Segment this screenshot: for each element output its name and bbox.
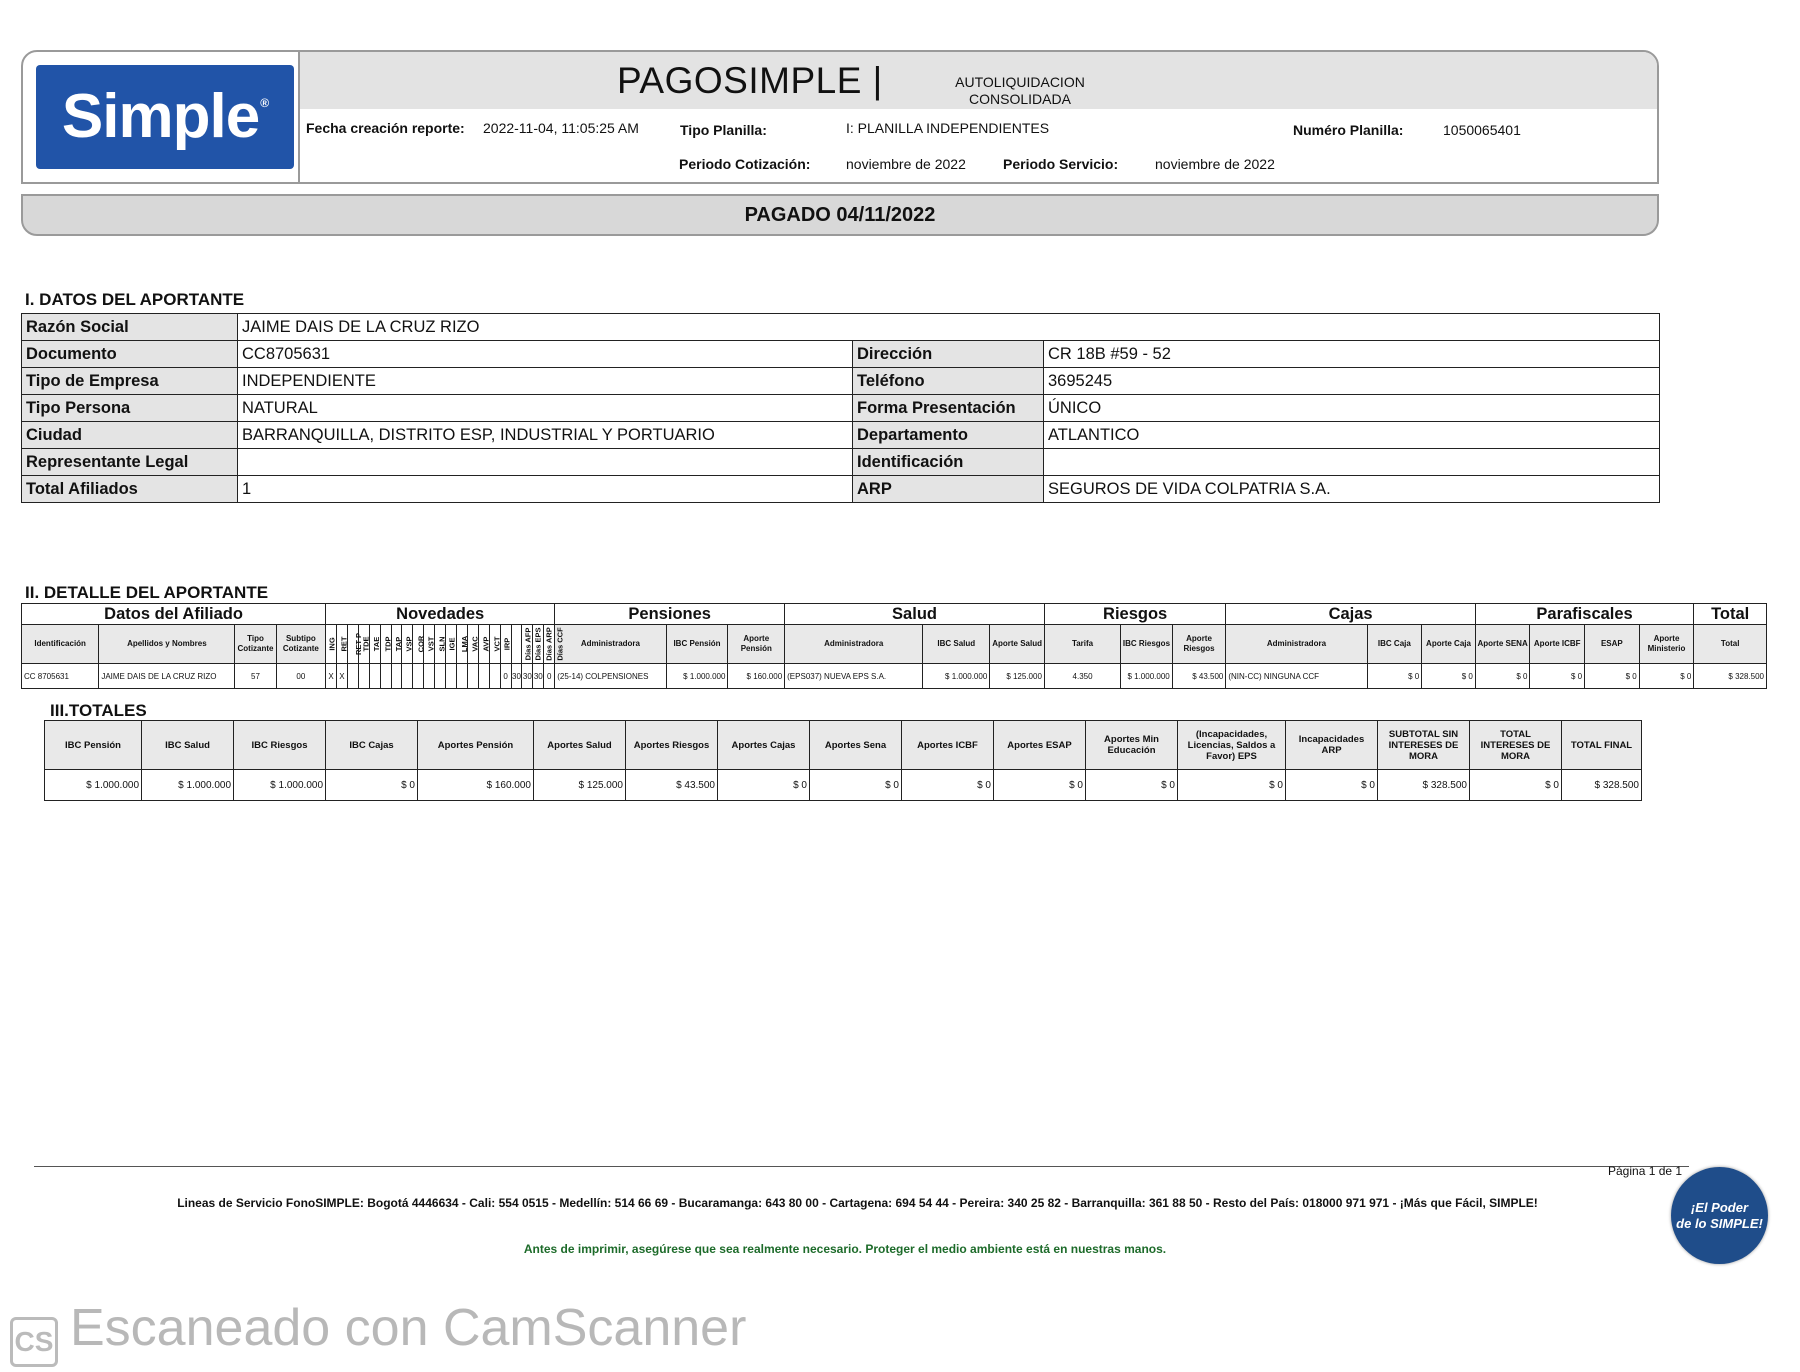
cell-novedad	[456, 664, 467, 689]
header-total: Total	[1694, 625, 1767, 664]
totales-value-cell: $ 0	[326, 770, 418, 801]
novedad-label: VAC	[470, 636, 480, 652]
cell-novedad: 30	[533, 664, 544, 689]
cell-novedad	[380, 664, 391, 689]
poder-simple-badge	[1671, 1167, 1768, 1264]
header-sal-aporte: Aporte Salud	[990, 625, 1045, 664]
totales-header-cell: IBC Salud	[142, 721, 234, 770]
footer-divider	[34, 1166, 1689, 1167]
cell-novedad	[369, 664, 380, 689]
novedad-label: ING	[327, 637, 337, 651]
totales-value-cell: $ 328.500	[1378, 770, 1470, 801]
cell-caj-ibc: $ 0	[1367, 664, 1422, 689]
aportante-row	[22, 368, 1660, 395]
ciudad-label: Ciudad	[22, 422, 238, 449]
totales-header-cell: Aportes ESAP	[994, 721, 1086, 770]
direccion-label: Dirección	[853, 341, 1044, 368]
cell-novedad	[435, 664, 446, 689]
cell-novedad	[424, 664, 435, 689]
totales-header-cell: Aportes Salud	[534, 721, 626, 770]
header-rie-ibc: IBC Riesgos	[1121, 625, 1173, 664]
cell-caj-aporte: $ 0	[1422, 664, 1476, 689]
cell-novedad	[391, 664, 402, 689]
group-cajas: Cajas	[1226, 604, 1475, 625]
header-caj-admin: Administradora	[1226, 625, 1367, 664]
header-novedad	[500, 625, 511, 664]
totales-header-cell: Aportes Pensión	[418, 721, 534, 770]
header-identificacion: Identificación	[22, 625, 99, 664]
fecha-value: 2022-11-04, 11:05:25 AM	[483, 120, 639, 136]
cell-novedad: X	[326, 664, 337, 689]
cell-novedad: 0	[544, 664, 555, 689]
cell-subtipo-cotizante: 00	[276, 664, 325, 689]
totales-header-cell: TOTAL INTERESES DE MORA	[1470, 721, 1562, 770]
service-lines: Lineas de Servicio FonoSIMPLE: Bogotá 4446634 - Cali: 554 0515 - Medellín: 514 66 69 - Bucaramanga: 643 80 00 - Cartagena: 694 54 44 - Pereira: 340 25 82 - Barranquilla: 361 88 50 - Resto del País: 018000 971 971 - ¡Más que Fácil, SIMPLE!	[177, 1196, 1538, 1210]
totales-header-cell: SUBTOTAL SIN INTERESES DE MORA	[1378, 721, 1470, 770]
cell-pen-admin: (25-14) COLPENSIONES	[555, 664, 666, 689]
header-sal-ibc: IBC Salud	[923, 625, 990, 664]
totales-header-cell: (Incapacidades, Licencias, Saldos a Favor) EPS	[1178, 721, 1286, 770]
totales-value-cell: $ 1.000.000	[142, 770, 234, 801]
forma-presentacion-value: ÚNICO	[1044, 395, 1660, 422]
cell-novedad	[413, 664, 424, 689]
header-divider	[298, 52, 300, 182]
arp-label: ARP	[853, 476, 1044, 503]
header-tipo-cotizante: Tipo Cotizante	[235, 625, 276, 664]
totales-value-cell: $ 0	[1086, 770, 1178, 801]
totales-header-cell: IBC Cajas	[326, 721, 418, 770]
totales-table	[44, 720, 1642, 801]
totales-header-cell: TOTAL FINAL	[1562, 721, 1642, 770]
header-pen-ibc: IBC Pensión	[666, 625, 728, 664]
cell-novedad	[347, 664, 358, 689]
group-riesgos: Riesgos	[1044, 604, 1225, 625]
subtitle-line-2: CONSOLIDADA	[969, 91, 1071, 107]
totales-header-cell: Aportes Min Educación	[1086, 721, 1178, 770]
detalle-data-row	[22, 664, 1767, 689]
totales-value-cell: $ 1.000.000	[45, 770, 142, 801]
cell-total: $ 328.500	[1694, 664, 1767, 689]
ciudad-value: BARRANQUILLA, DISTRITO ESP, INDUSTRIAL Y PORTUARIO	[238, 422, 853, 449]
periodo-servicio-value: noviembre de 2022	[1155, 156, 1275, 172]
header-par-esap: ESAP	[1585, 625, 1640, 664]
header-rie-tarifa: Tarifa	[1044, 625, 1120, 664]
forma-presentacion-label: Forma Presentación	[853, 395, 1044, 422]
totales-header-cell: IBC Pensión	[45, 721, 142, 770]
totales-value-cell: $ 0	[810, 770, 902, 801]
detalle-group-row	[22, 604, 1767, 625]
totales-header-cell: Aportes Cajas	[718, 721, 810, 770]
aportante-row	[22, 341, 1660, 368]
tipo-planilla-value: I: PLANILLA INDEPENDIENTES	[846, 120, 1050, 136]
telefono-label: Teléfono	[853, 368, 1044, 395]
subtitle-line-1: AUTOLIQUIDACION	[955, 74, 1085, 90]
camscanner-icon: CS	[10, 1317, 58, 1367]
header-novedad	[337, 625, 348, 664]
header-par-sena: Aporte SENA	[1475, 625, 1530, 664]
totales-header-cell: Incapacidades ARP	[1286, 721, 1378, 770]
aportante-row	[22, 449, 1660, 476]
cell-novedad	[358, 664, 369, 689]
header-novedad	[511, 625, 532, 664]
totales-header-row	[45, 721, 1642, 770]
cell-novedad	[467, 664, 478, 689]
tipo-planilla-label: Tipo Planilla:	[680, 122, 767, 138]
razon-social-value: JAIME DAIS DE LA CRUZ RIZO	[238, 314, 1660, 341]
cell-rie-ibc: $ 1.000.000	[1121, 664, 1173, 689]
novedad-label: RET	[339, 636, 349, 652]
header-apellidos: Apellidos y Nombres	[99, 625, 235, 664]
header-novedad	[446, 625, 457, 664]
tipo-empresa-value: INDEPENDIENTE	[238, 368, 853, 395]
totales-header-cell: Aportes Sena	[810, 721, 902, 770]
cell-novedad	[478, 664, 489, 689]
cell-tipo-cotizante: 57	[235, 664, 276, 689]
novedad-label: Días ARP	[545, 627, 555, 661]
departamento-value: ATLANTICO	[1044, 422, 1660, 449]
identificacion-value	[1044, 449, 1660, 476]
aportante-section-title: I. DATOS DEL APORTANTE	[25, 290, 245, 309]
header-sal-admin: Administradora	[785, 625, 923, 664]
novedad-label: IRP	[501, 637, 511, 651]
report-subtitle	[940, 74, 1100, 108]
totales-value-cell: $ 328.500	[1562, 770, 1642, 801]
totales-value-cell: $ 0	[718, 770, 810, 801]
totales-value-cell: $ 43.500	[626, 770, 718, 801]
total-afiliados-label: Total Afiliados	[22, 476, 238, 503]
periodo-cotizacion-label: Periodo Cotización:	[679, 156, 811, 172]
simple-logo	[36, 65, 294, 169]
header-subtipo-cotizante: Subtipo Cotizante	[276, 625, 325, 664]
razon-social-label: Razón Social	[22, 314, 238, 341]
group-salud: Salud	[785, 604, 1045, 625]
tipo-empresa-label: Tipo de Empresa	[22, 368, 238, 395]
aportante-row	[22, 314, 1660, 341]
cell-novedad	[489, 664, 500, 689]
header-caj-ibc: IBC Caja	[1367, 625, 1422, 664]
detalle-header-row	[22, 625, 1767, 664]
header-novedad	[424, 625, 435, 664]
novedad-label: LMA	[460, 635, 470, 653]
novedad-label: SLN	[437, 636, 447, 652]
totales-value-cell: $ 0	[994, 770, 1086, 801]
novedad-label: Días AFP	[522, 627, 532, 661]
novedad-label: AVP	[481, 636, 491, 652]
aportante-row	[22, 476, 1660, 503]
cell-novedad: 0	[500, 664, 511, 689]
report-title: PAGOSIMPLE |	[617, 60, 883, 101]
representante-legal-label: Representante Legal	[22, 449, 238, 476]
cell-par-esap: $ 0	[1585, 664, 1640, 689]
novedad-label: RET P	[353, 632, 363, 656]
novedad-label: COR	[416, 635, 426, 653]
cell-par-sena: $ 0	[1475, 664, 1530, 689]
cell-novedad: 30	[522, 664, 533, 689]
documento-value: CC8705631	[238, 341, 853, 368]
novedad-label: IGE	[447, 637, 457, 651]
totales-value-cell: $ 0	[1286, 770, 1378, 801]
cell-novedad: X	[337, 664, 348, 689]
cell-par-ministerio: $ 0	[1639, 664, 1694, 689]
cell-rie-tarifa: 4.350	[1044, 664, 1120, 689]
telefono-value: 3695245	[1044, 368, 1660, 395]
camscanner-watermark: Escaneado con CamScanner	[70, 1299, 747, 1357]
cell-pen-ibc: $ 1.000.000	[666, 664, 728, 689]
cell-caj-admin: (NIN-CC) NINGUNA CCF	[1226, 664, 1367, 689]
novedad-label: TDP	[383, 636, 393, 652]
identificacion-label: Identificación	[853, 449, 1044, 476]
representante-legal-value	[238, 449, 853, 476]
header-novedad	[402, 625, 413, 664]
cell-identificacion: CC 8705631	[22, 664, 99, 689]
header-caj-aporte: Aporte Caja	[1422, 625, 1476, 664]
totales-header-cell: Aportes Riesgos	[626, 721, 718, 770]
periodo-cotizacion-value: noviembre de 2022	[846, 156, 966, 172]
cell-sal-ibc: $ 1.000.000	[923, 664, 990, 689]
cell-novedad: 30	[511, 664, 522, 689]
header-par-ministerio: Aporte Ministerio	[1639, 625, 1694, 664]
aportante-table	[21, 313, 1660, 503]
totales-value-cell: $ 1.000.000	[234, 770, 326, 801]
cell-novedad	[446, 664, 457, 689]
novedad-label: VCT	[492, 636, 502, 652]
badge-line-2: de lo SIMPLE!	[1676, 1215, 1763, 1231]
group-pensiones: Pensiones	[555, 604, 785, 625]
header-par-icbf: Aporte ICBF	[1530, 625, 1585, 664]
numero-planilla-value: 1050065401	[1443, 122, 1521, 138]
novedad-label: VSP	[404, 636, 414, 652]
group-parafiscales: Parafiscales	[1475, 604, 1694, 625]
cell-par-icbf: $ 0	[1530, 664, 1585, 689]
group-total: Total	[1694, 604, 1767, 625]
header-novedad	[326, 625, 337, 664]
cell-sal-admin: (EPS037) NUEVA EPS S.A.	[785, 664, 923, 689]
direccion-value: CR 18B #59 - 52	[1044, 341, 1660, 368]
totales-value-cell: $ 0	[902, 770, 994, 801]
total-afiliados-value: 1	[238, 476, 853, 503]
totales-values-row	[45, 770, 1642, 801]
totales-value-cell: $ 125.000	[534, 770, 626, 801]
detalle-table	[21, 603, 1767, 689]
header-pen-aporte: Aporte Pensión	[728, 625, 785, 664]
badge-line-1: ¡El Poder	[1690, 1199, 1749, 1215]
cell-sal-aporte: $ 125.000	[990, 664, 1045, 689]
cell-pen-aporte: $ 160.000	[728, 664, 785, 689]
group-novedades: Novedades	[326, 604, 555, 625]
novedad-label: TAE	[371, 636, 381, 652]
logo-text: Simple	[61, 82, 260, 151]
totales-header-cell: Aportes ICBF	[902, 721, 994, 770]
page-number: Página 1 de 1	[1608, 1164, 1683, 1178]
numero-planilla-label: Numéro Planilla:	[1293, 122, 1404, 138]
group-datos-afiliado: Datos del Afiliado	[22, 604, 326, 625]
aportante-row	[22, 395, 1660, 422]
totales-value-cell: $ 0	[1470, 770, 1562, 801]
cell-apellidos: JAIME DAIS DE LA CRUZ RIZO	[99, 664, 235, 689]
novedad-label: TDE	[361, 636, 371, 652]
arp-value: SEGUROS DE VIDA COLPATRIA S.A.	[1044, 476, 1660, 503]
logo-registered-mark: ®	[260, 96, 269, 110]
detalle-section-title: II. DETALLE DEL APORTANTE	[25, 583, 269, 602]
aportante-row	[22, 422, 1660, 449]
novedad-label: Días CCF	[555, 627, 565, 661]
periodo-servicio-label: Periodo Servicio:	[1003, 156, 1119, 172]
novedad-label: VST	[426, 636, 436, 652]
cell-novedad	[402, 664, 413, 689]
totales-value-cell: $ 0	[1178, 770, 1286, 801]
header-rie-aporte: Aporte Riesgos	[1172, 625, 1226, 664]
cell-rie-aporte: $ 43.500	[1172, 664, 1226, 689]
tipo-persona-value: NATURAL	[238, 395, 853, 422]
totales-header-cell: IBC Riesgos	[234, 721, 326, 770]
environment-notice: Antes de imprimir, asegúrese que sea realmente necesario. Proteger el medio ambiente está en nuestras manos.	[523, 1242, 1167, 1256]
payment-status-banner: PAGADO 04/11/2022	[21, 194, 1659, 236]
totales-value-cell: $ 160.000	[418, 770, 534, 801]
header-pen-admin: Administradora	[555, 625, 666, 664]
documento-label: Documento	[22, 341, 238, 368]
header-novedad	[456, 625, 470, 664]
totales-section-title: III.TOTALES	[50, 701, 147, 720]
tipo-persona-label: Tipo Persona	[22, 395, 238, 422]
novedad-label: TAP	[393, 636, 403, 652]
departamento-label: Departamento	[853, 422, 1044, 449]
novedad-label: Días EPS	[533, 627, 543, 661]
fecha-label: Fecha creación reporte:	[306, 120, 465, 136]
